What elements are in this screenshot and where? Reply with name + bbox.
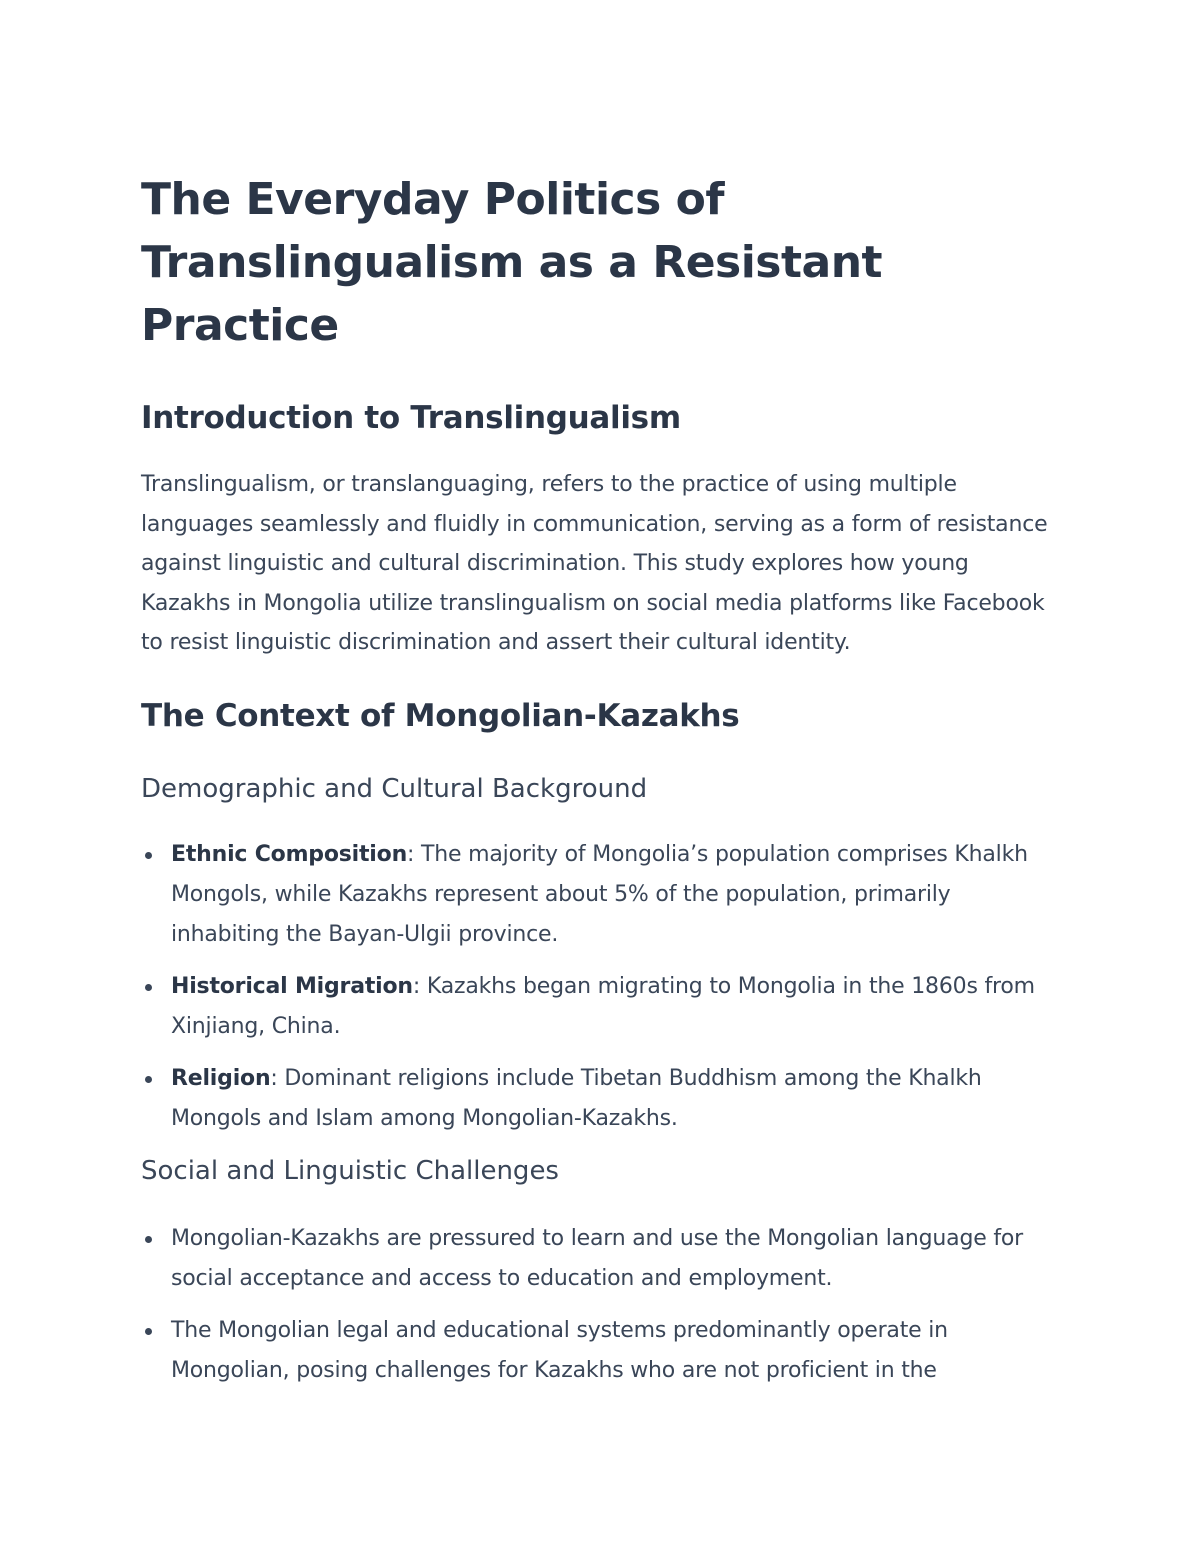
list-item [141,967,1061,1047]
list-item-term: Religion [171,1065,271,1091]
list-item [141,1059,1061,1139]
bullet-icon [145,984,152,991]
bullet-icon [145,1328,152,1335]
list-item-term: Ethnic Composition [171,841,408,867]
bullet-icon [145,1236,152,1243]
list-item-text: : The majority of Mongolia’s population comprises Khalkh Mongols, while Kazakhs represent about 5% of the population, primarily inhabiting the Bayan-Ulgii province. [171,841,1028,947]
document-title: The Everyday Politics of Translingualism as a Resistant Practice [141,174,883,351]
bullet-icon [145,1076,152,1083]
list-item-text: Mongolian-Kazakhs are pressured to learn and use the Mongolian language for social acceptance and access to education and employment. [171,1225,1023,1291]
section-heading-introduction: Introduction to Translingualism [141,400,681,436]
demographic-list [141,835,1061,1139]
subsection-heading-challenges: Social and Linguistic Challenges [141,1155,559,1186]
introduction-paragraph: Translingualism, or translanguaging, refers to the practice of using multiple languages seamlessly and fluidly in communication, serving as a form of resistance against linguistic and cultural discrimination. This study explores how young Kazakhs in Mongolia utilize translingualism on social media platforms like Facebook to resist linguistic discrimination and assert their cultural identity. [141,472,1048,655]
list-item-text: The Mongolian legal and educational systems predominantly operate in Mongolian, posing challenges for Kazakhs who are not proficient in the [171,1317,948,1383]
bullet-icon [145,852,152,859]
subsection-heading-demographic: Demographic and Cultural Background [141,773,648,804]
list-item-term: Historical Migration [171,973,413,999]
section-heading-context: The Context of Mongolian-Kazakhs [141,697,740,734]
list-item [141,835,1061,955]
list-item-text: : Dominant religions include Tibetan Buddhism among the Khalkh Mongols and Islam among Mongolian-Kazakhs. [171,1065,982,1131]
list-item [141,1311,1061,1391]
document-page [141,168,1061,1403]
list-item [141,1219,1061,1299]
challenges-list [141,1219,1061,1391]
list-item-text: : Kazakhs began migrating to Mongolia in the 1860s from Xinjiang, China. [171,973,1035,1039]
